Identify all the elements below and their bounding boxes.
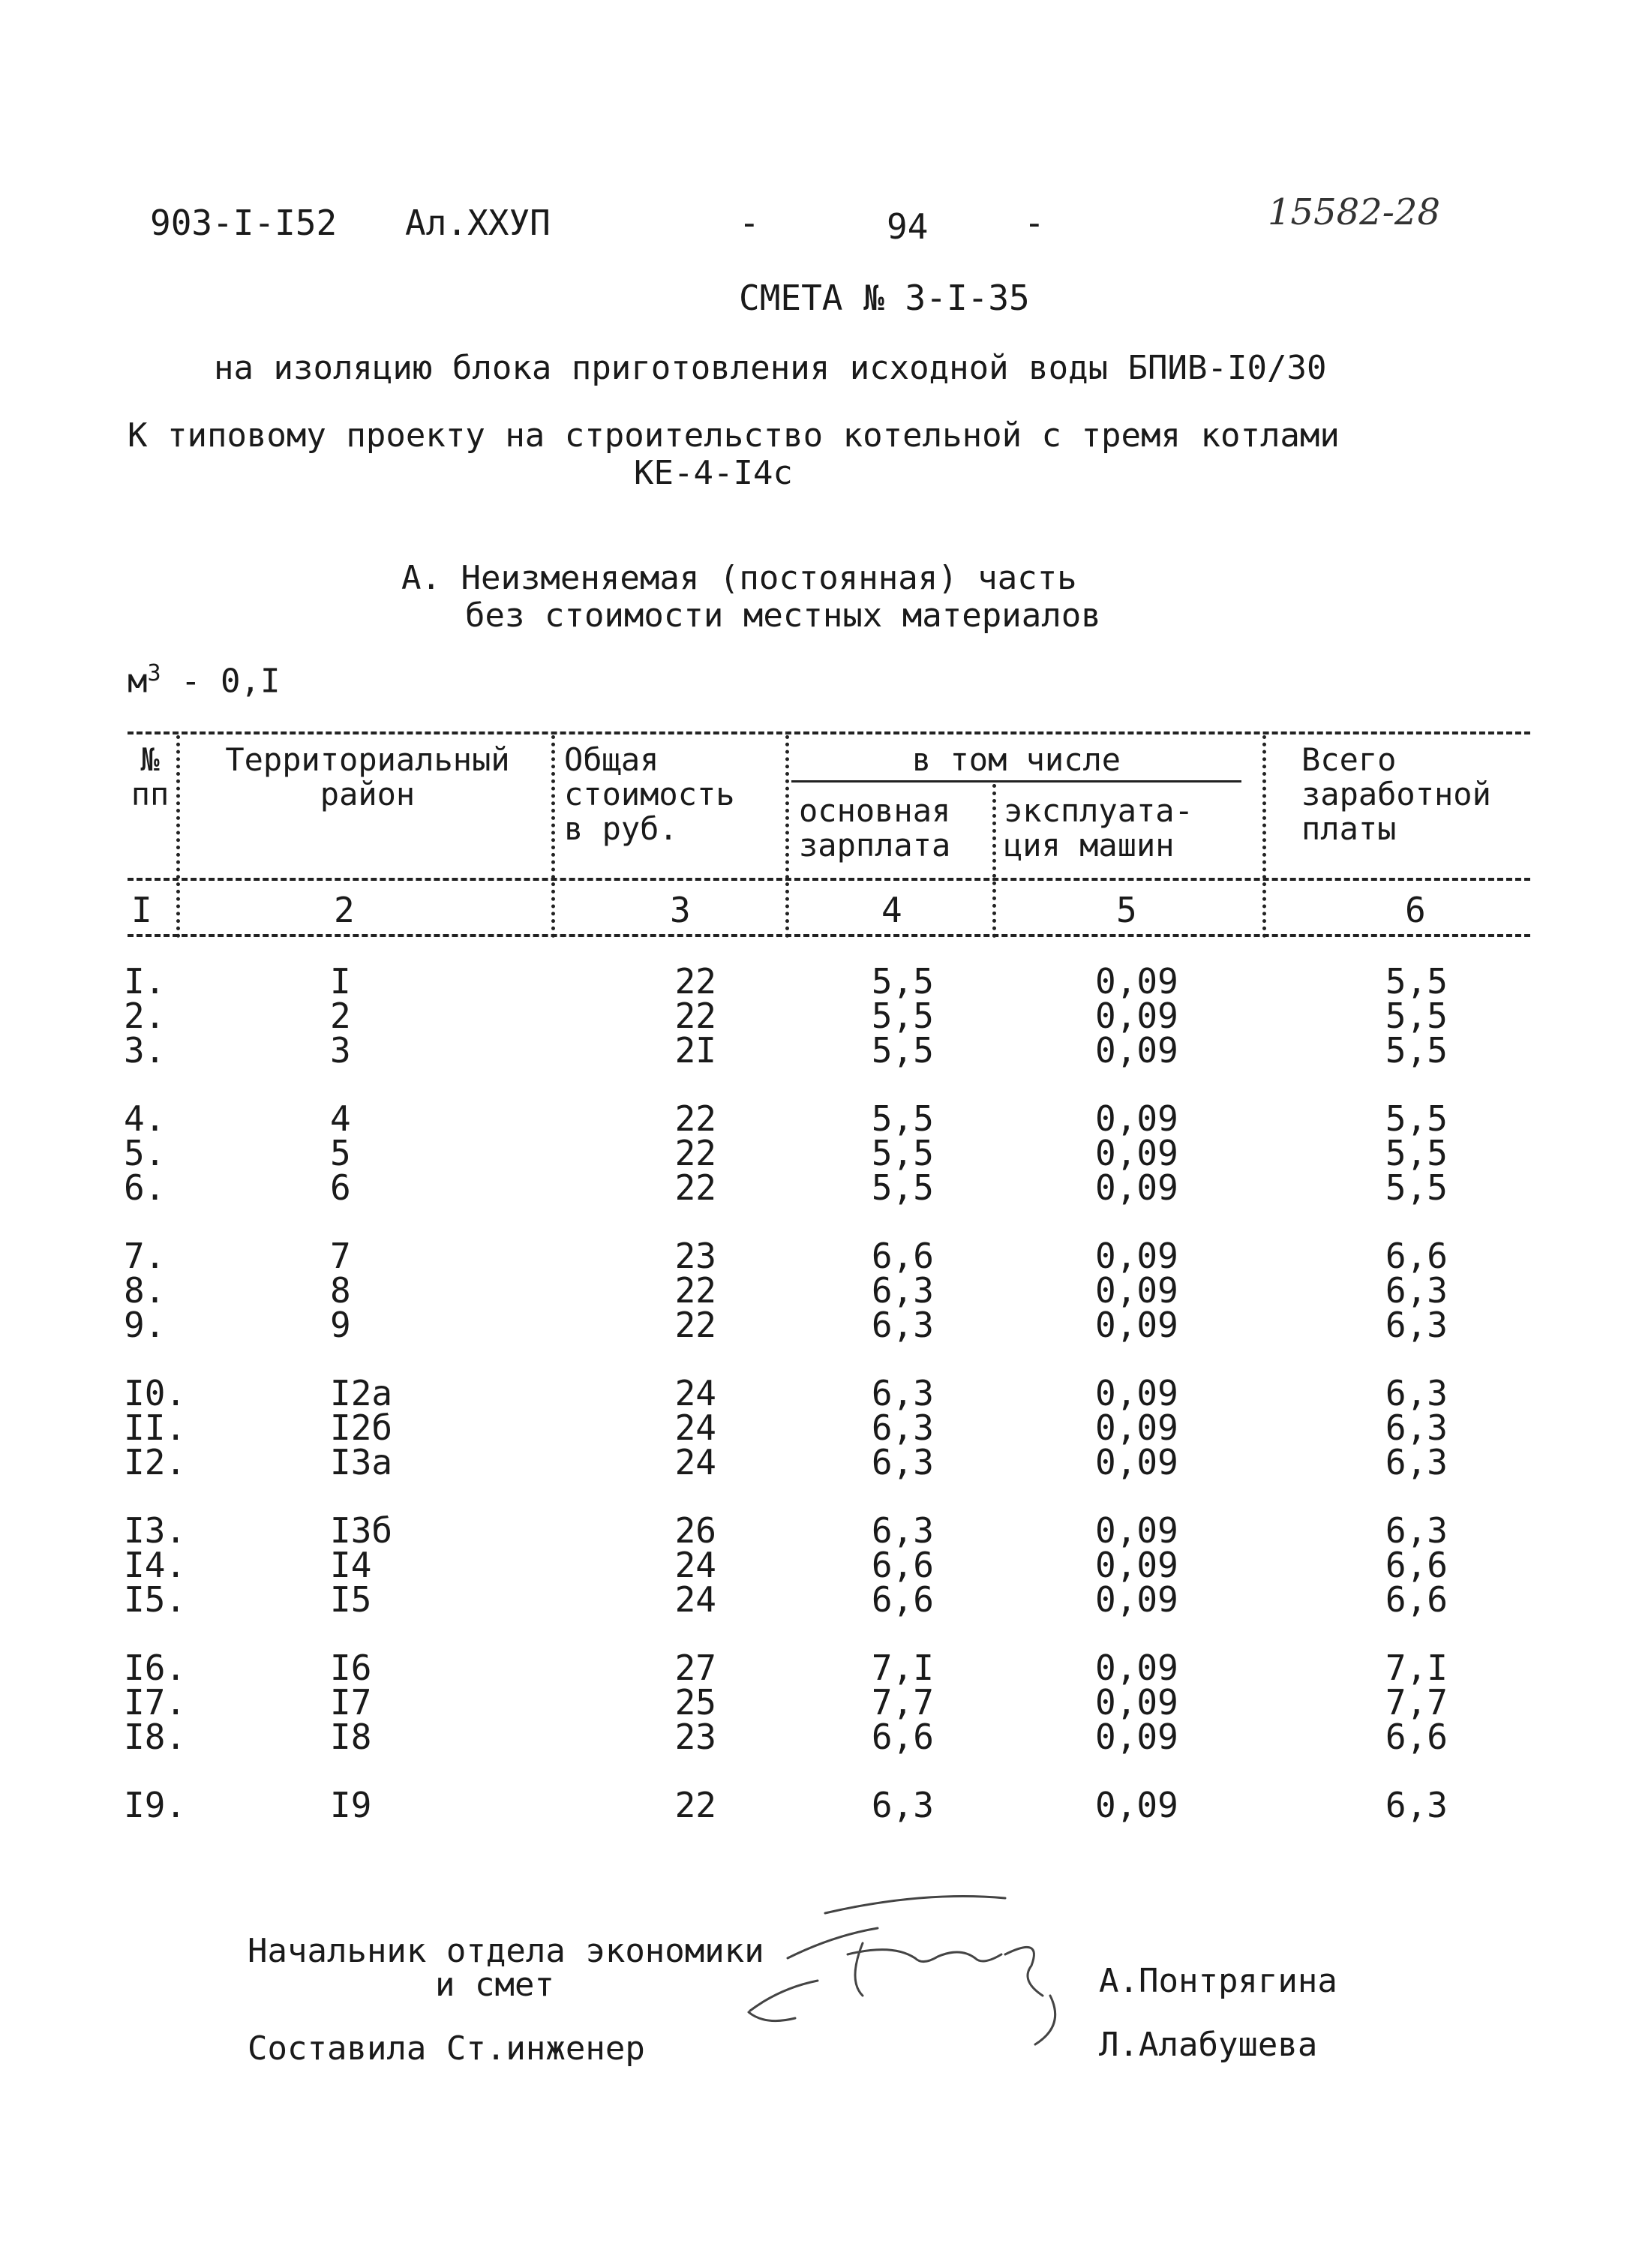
header-dash-right: - xyxy=(1024,203,1045,243)
cell-region: 3 xyxy=(330,1030,351,1071)
cell-basic-wage: 5,5 xyxy=(871,1098,934,1139)
cell-machines: 0,09 xyxy=(1095,1579,1178,1620)
group-underline xyxy=(791,780,1241,783)
header-machines-line1: эксплуата- xyxy=(1004,792,1193,829)
header-total-line2: стоимость xyxy=(564,776,735,813)
cell-no: 2. xyxy=(124,996,166,1036)
header-total-cost xyxy=(564,743,782,846)
header-no xyxy=(128,743,173,812)
cell-total-cost: 24 xyxy=(674,1545,716,1585)
cell-total-cost: 23 xyxy=(674,1236,716,1276)
cell-no: I8. xyxy=(124,1717,187,1757)
cell-region: I9 xyxy=(330,1785,372,1825)
cell-region: 2 xyxy=(330,996,351,1036)
cell-no: I0. xyxy=(124,1373,187,1413)
cell-region: I5 xyxy=(330,1579,372,1620)
colnum-1: I xyxy=(131,890,152,930)
cell-total-wage: 6,6 xyxy=(1385,1717,1448,1757)
measurement-unit xyxy=(128,660,281,701)
cell-region: 5 xyxy=(330,1133,351,1173)
cell-no: I4. xyxy=(124,1545,187,1585)
cell-total-cost: 22 xyxy=(674,1133,716,1173)
cell-basic-wage: 7,7 xyxy=(871,1682,934,1723)
cell-no: I3. xyxy=(124,1510,187,1551)
cell-region: I7 xyxy=(330,1682,372,1723)
cell-total-wage: 5,5 xyxy=(1385,1133,1448,1173)
album-number: Ал.XXУП xyxy=(405,203,551,243)
cell-region: I3а xyxy=(330,1442,393,1482)
cell-region: I2б xyxy=(330,1407,393,1448)
signer1-role: Начальник отдела экономики xyxy=(248,1932,764,1970)
cell-total-wage: 6,3 xyxy=(1385,1442,1448,1482)
cell-total-cost: 26 xyxy=(674,1510,716,1551)
cell-total-wage: 5,5 xyxy=(1385,961,1448,1002)
header-totalwage-line3: платы xyxy=(1301,810,1397,847)
cell-machines: 0,09 xyxy=(1095,1407,1178,1448)
cell-total-wage: 7,7 xyxy=(1385,1682,1448,1723)
cell-no: 6. xyxy=(124,1167,166,1208)
cell-machines: 0,09 xyxy=(1095,1236,1178,1276)
cell-no: I7. xyxy=(124,1682,187,1723)
smeta-boiler: КЕ-4-I4с xyxy=(634,454,793,492)
smeta-title: СМЕТА № 3-I-35 xyxy=(739,278,1030,318)
header-total-line1: Общая xyxy=(564,741,659,778)
colnum-4: 4 xyxy=(881,890,902,930)
header-wage-line2: зарплата xyxy=(799,827,951,864)
cell-basic-wage: 6,3 xyxy=(871,1785,934,1825)
cell-basic-wage: 6,3 xyxy=(871,1305,934,1345)
unit-base: м xyxy=(128,662,148,701)
cell-total-cost: 24 xyxy=(674,1442,716,1482)
document-code: 903-I-I52 xyxy=(150,203,338,243)
table-top-rule xyxy=(128,731,1530,734)
cell-machines: 0,09 xyxy=(1095,1785,1178,1825)
cell-region: I3б xyxy=(330,1510,393,1551)
cell-total-wage: 5,5 xyxy=(1385,1098,1448,1139)
cell-no: I2. xyxy=(124,1442,187,1482)
header-region xyxy=(191,743,544,812)
cell-basic-wage: 5,5 xyxy=(871,961,934,1002)
signer1-role-cont: и смет xyxy=(435,1966,554,2004)
cell-region: I8 xyxy=(330,1717,372,1757)
cell-total-cost: 23 xyxy=(674,1717,716,1757)
cell-machines: 0,09 xyxy=(1095,1717,1178,1757)
cell-total-cost: 24 xyxy=(674,1373,716,1413)
cell-no: 9. xyxy=(124,1305,166,1345)
header-dash-left: - xyxy=(739,203,760,243)
signer2-name: Л.Алабушева xyxy=(1099,2026,1318,2064)
header-totalwage-line1: Всего xyxy=(1301,741,1397,778)
cell-total-cost: 2I xyxy=(674,1030,716,1071)
cell-total-cost: 24 xyxy=(674,1579,716,1620)
cell-basic-wage: 7,I xyxy=(871,1648,934,1688)
signer2-role: Составила Ст.инженер xyxy=(248,2029,645,2068)
cell-no: 8. xyxy=(124,1270,166,1311)
cell-basic-wage: 6,3 xyxy=(871,1373,934,1413)
cell-basic-wage: 6,6 xyxy=(871,1545,934,1585)
cell-total-wage: 6,6 xyxy=(1385,1579,1448,1620)
smeta-project: К типовому проекту на строительство котельной с тремя котлами xyxy=(128,416,1340,455)
cell-basic-wage: 6,6 xyxy=(871,1717,934,1757)
cell-basic-wage: 5,5 xyxy=(871,1167,934,1208)
signer1-name: А.Понтрягина xyxy=(1099,1962,1337,2000)
cell-total-wage: 6,3 xyxy=(1385,1270,1448,1311)
cell-region: I xyxy=(330,961,351,1002)
cell-basic-wage: 5,5 xyxy=(871,996,934,1036)
cell-machines: 0,09 xyxy=(1095,1510,1178,1551)
cell-total-wage: 5,5 xyxy=(1385,996,1448,1036)
cell-total-wage: 6,6 xyxy=(1385,1545,1448,1585)
cell-total-cost: 24 xyxy=(674,1407,716,1448)
cell-total-wage: 5,5 xyxy=(1385,1167,1448,1208)
cell-basic-wage: 5,5 xyxy=(871,1030,934,1071)
cell-total-wage: 6,3 xyxy=(1385,1785,1448,1825)
cell-region: 7 xyxy=(330,1236,351,1276)
header-wage-line1: основная xyxy=(799,792,951,829)
cell-machines: 0,09 xyxy=(1095,1167,1178,1208)
colnum-6: 6 xyxy=(1405,890,1426,930)
table-colnum-rule xyxy=(128,934,1530,937)
cell-total-cost: 22 xyxy=(674,1305,716,1345)
col-separator-4 xyxy=(992,784,996,938)
header-region-line2: район xyxy=(320,776,416,813)
cell-region: 6 xyxy=(330,1167,351,1208)
table-header-rule xyxy=(128,878,1530,881)
cell-no: I. xyxy=(124,961,166,1002)
colnum-3: 3 xyxy=(670,890,691,930)
smeta-subject: на изоляцию блока приготовления исходной воды БПИВ-I0/30 xyxy=(214,349,1327,387)
header-machines-line2: ция машин xyxy=(1004,827,1175,864)
cell-no: I5. xyxy=(124,1579,187,1620)
section-subtitle: без стоимости местных материалов xyxy=(465,596,1101,635)
unit-exponent: 3 xyxy=(147,660,161,686)
cell-machines: 0,09 xyxy=(1095,1133,1178,1173)
cell-total-cost: 27 xyxy=(674,1648,716,1688)
cell-region: I4 xyxy=(330,1545,372,1585)
cell-total-wage: 6,3 xyxy=(1385,1407,1448,1448)
cell-total-cost: 22 xyxy=(674,996,716,1036)
cell-basic-wage: 6,3 xyxy=(871,1442,934,1482)
cell-no: 3. xyxy=(124,1030,166,1071)
header-no-line2: пп xyxy=(131,776,170,813)
cell-no: I9. xyxy=(124,1785,187,1825)
cell-machines: 0,09 xyxy=(1095,1648,1178,1688)
col-separator-1 xyxy=(176,735,180,938)
cell-no: I6. xyxy=(124,1648,187,1688)
cell-machines: 0,09 xyxy=(1095,1442,1178,1482)
cell-machines: 0,09 xyxy=(1095,996,1178,1036)
handwritten-number: 15582-28 xyxy=(1268,191,1440,233)
header-no-line1: № xyxy=(140,741,160,778)
cell-region: 9 xyxy=(330,1305,351,1345)
cell-total-wage: 7,I xyxy=(1385,1648,1448,1688)
header-machines xyxy=(1004,794,1251,863)
header-total-line3: в руб. xyxy=(564,810,678,847)
cell-no: II. xyxy=(124,1407,187,1448)
page-number: 94 xyxy=(887,206,929,247)
cell-machines: 0,09 xyxy=(1095,1545,1178,1585)
section-title: А. Неизменяемая (постоянная) часть xyxy=(401,559,1077,597)
cell-region: 4 xyxy=(330,1098,351,1139)
cell-total-wage: 5,5 xyxy=(1385,1030,1448,1071)
cell-total-cost: 22 xyxy=(674,1167,716,1208)
cell-no: 5. xyxy=(124,1133,166,1173)
cell-basic-wage: 5,5 xyxy=(871,1133,934,1173)
cell-machines: 0,09 xyxy=(1095,1373,1178,1413)
cell-basic-wage: 6,3 xyxy=(871,1510,934,1551)
colnum-2: 2 xyxy=(334,890,355,930)
unit-value: - 0,I xyxy=(181,662,281,701)
cell-machines: 0,09 xyxy=(1095,961,1178,1002)
col-separator-2 xyxy=(551,735,555,938)
cell-machines: 0,09 xyxy=(1095,1030,1178,1071)
cell-machines: 0,09 xyxy=(1095,1270,1178,1311)
cell-total-wage: 6,3 xyxy=(1385,1305,1448,1345)
cell-total-wage: 6,3 xyxy=(1385,1373,1448,1413)
cell-machines: 0,09 xyxy=(1095,1098,1178,1139)
cell-total-wage: 6,3 xyxy=(1385,1510,1448,1551)
header-group: в том числе xyxy=(911,741,1121,778)
col-separator-3 xyxy=(785,735,789,938)
cell-no: 7. xyxy=(124,1236,166,1276)
cell-total-cost: 22 xyxy=(674,1270,716,1311)
cell-total-wage: 6,6 xyxy=(1385,1236,1448,1276)
colnum-5: 5 xyxy=(1116,890,1137,930)
header-totalwage-line2: заработной xyxy=(1301,776,1491,813)
cell-no: 4. xyxy=(124,1098,166,1139)
cell-region: I2а xyxy=(330,1373,393,1413)
cell-basic-wage: 6,3 xyxy=(871,1407,934,1448)
cell-total-cost: 25 xyxy=(674,1682,716,1723)
header-basic-wage xyxy=(799,794,990,863)
cell-machines: 0,09 xyxy=(1095,1305,1178,1345)
cell-total-cost: 22 xyxy=(674,1098,716,1139)
cell-total-cost: 22 xyxy=(674,961,716,1002)
header-region-line1: Территориальный xyxy=(225,741,510,778)
cell-basic-wage: 6,3 xyxy=(871,1270,934,1311)
col-separator-5 xyxy=(1262,735,1266,938)
cell-total-cost: 22 xyxy=(674,1785,716,1825)
header-total-wage xyxy=(1301,743,1526,846)
cell-region: 8 xyxy=(330,1270,351,1311)
cell-basic-wage: 6,6 xyxy=(871,1236,934,1276)
cell-machines: 0,09 xyxy=(1095,1682,1178,1723)
handwritten-signature xyxy=(735,1883,1088,2056)
cell-region: I6 xyxy=(330,1648,372,1688)
cell-basic-wage: 6,6 xyxy=(871,1579,934,1620)
